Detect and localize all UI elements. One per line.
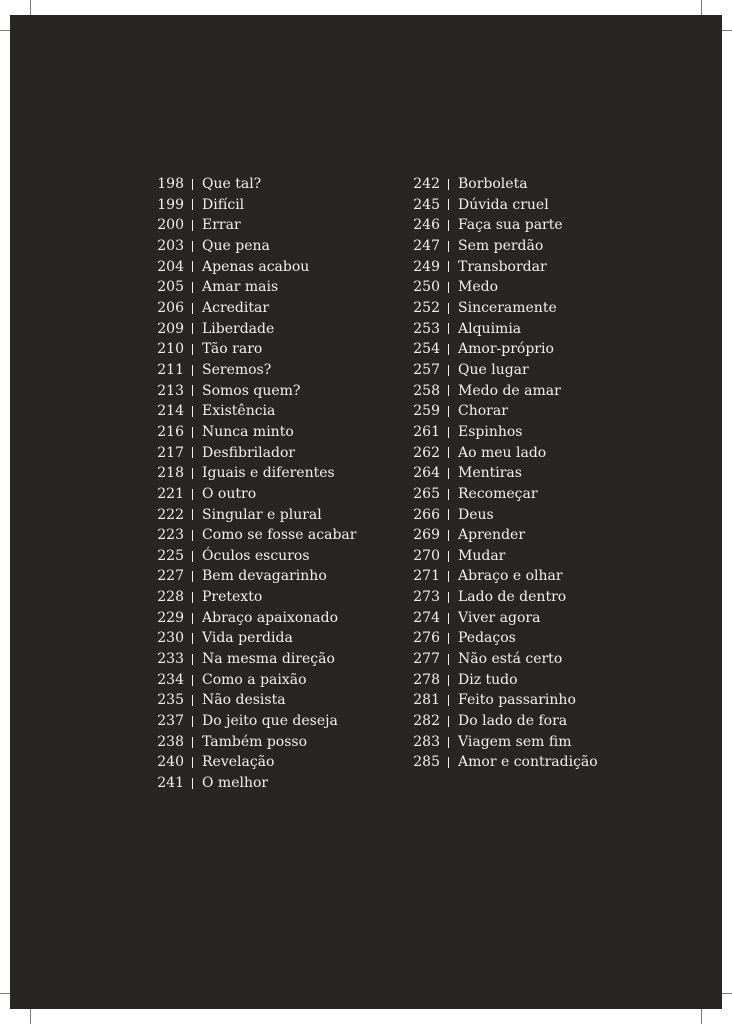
- toc-page-number: 218: [157, 465, 184, 482]
- toc-page-number: 227: [157, 568, 184, 585]
- toc-entry-title: Espinhos: [458, 423, 523, 440]
- toc-separator: [192, 199, 193, 210]
- toc-entry: [150, 566, 356, 587]
- toc-entry: [150, 505, 356, 526]
- toc-page-number: 281: [413, 692, 440, 709]
- toc-entry-title: Faça sua parte: [458, 217, 563, 234]
- toc-page-number: 240: [157, 754, 184, 771]
- toc-entry-title: Seremos?: [202, 361, 272, 378]
- toc-entry: [406, 443, 598, 464]
- toc-page-number: 229: [157, 609, 184, 626]
- toc-entry: [406, 566, 598, 587]
- toc-page-number: 217: [157, 444, 184, 461]
- toc-entry-title: Liberdade: [202, 320, 275, 337]
- toc-entry: [150, 546, 356, 567]
- toc-separator: [192, 530, 193, 541]
- toc-entry: [150, 215, 356, 236]
- toc-separator: [448, 551, 449, 562]
- toc-entry: [150, 277, 356, 298]
- toc-entry-title: Também posso: [202, 733, 308, 750]
- toc-page-number: 250: [413, 279, 440, 296]
- toc-page-number: 214: [157, 403, 184, 420]
- toc-entry-title: Recomeçar: [458, 485, 538, 502]
- toc-page-number: 222: [157, 506, 184, 523]
- toc-entry: [150, 628, 356, 649]
- toc-entry: [150, 298, 356, 319]
- toc-entry: [406, 257, 598, 278]
- toc-entry: [406, 298, 598, 319]
- toc-separator: [192, 406, 193, 417]
- toc-page-number: 228: [157, 589, 184, 606]
- toc-page-number: 198: [157, 176, 184, 192]
- toc-separator: [192, 778, 193, 789]
- toc-entry-title: Difícil: [202, 196, 245, 213]
- toc-page-number: 262: [413, 444, 440, 461]
- toc-entry: [150, 773, 356, 794]
- toc-entry-title: Amor e contradição: [458, 754, 598, 771]
- toc-separator: [192, 633, 193, 644]
- toc-page-number: 216: [157, 423, 184, 440]
- toc-page-number: 282: [413, 713, 440, 730]
- toc-page-number: 264: [413, 465, 440, 482]
- toc-entry: [406, 587, 598, 608]
- toc-separator: [448, 654, 449, 665]
- toc-page-number: 258: [413, 382, 440, 399]
- toc-entry: [406, 463, 598, 484]
- toc-entry-title: Ao meu lado: [458, 444, 547, 461]
- toc-page-number: 249: [413, 258, 440, 275]
- toc-page-number: 276: [413, 630, 440, 647]
- toc-entry-title: O outro: [202, 485, 257, 502]
- toc-separator: [448, 716, 449, 727]
- toc-entry-title: Somos quem?: [202, 382, 301, 399]
- toc-entry: [150, 649, 356, 670]
- toc-entry: [150, 360, 356, 381]
- toc-separator: [448, 509, 449, 520]
- toc-entry: [406, 195, 598, 216]
- toc-entry-title: Bem devagarinho: [202, 568, 327, 585]
- toc-entry: [406, 546, 598, 567]
- toc-page-number: 285: [413, 754, 440, 771]
- toc-separator: [192, 447, 193, 458]
- toc-separator: [192, 323, 193, 334]
- toc-separator: [448, 757, 449, 768]
- toc-page-number: 200: [157, 217, 184, 234]
- toc-entry-title: Abraço e olhar: [458, 568, 563, 585]
- toc-entry: [406, 422, 598, 443]
- toc-page-number: 209: [157, 320, 184, 337]
- toc-page-number: 259: [413, 403, 440, 420]
- toc-entry: [150, 195, 356, 216]
- toc-entry-title: Dúvida cruel: [458, 196, 549, 213]
- toc-page-number: 199: [157, 196, 184, 213]
- toc-separator: [192, 220, 193, 231]
- toc-page-number: 241: [157, 775, 184, 792]
- toc-page-number: 253: [413, 320, 440, 337]
- toc-separator: [192, 303, 193, 314]
- toc-entry: [406, 670, 598, 691]
- toc-entry-title: Errar: [202, 217, 241, 234]
- toc-entry-title: Aprender: [458, 527, 526, 544]
- toc-page-number: 221: [157, 485, 184, 502]
- toc-entry-title: Do jeito que deseja: [202, 713, 338, 730]
- toc-entry-title: Mudar: [458, 547, 506, 564]
- toc-separator: [192, 427, 193, 438]
- toc-entry-title: Como se fosse acabar: [202, 527, 357, 544]
- toc-entry-title: Vida perdida: [202, 630, 293, 647]
- toc-separator: [192, 592, 193, 603]
- toc-entry-title: Medo de amar: [458, 382, 561, 399]
- toc-page-number: 205: [157, 279, 184, 296]
- toc-separator: [448, 675, 449, 686]
- toc-entry-title: Viagem sem fim: [458, 733, 572, 750]
- toc-separator: [448, 633, 449, 644]
- toc-entry-title: Sinceramente: [458, 299, 557, 316]
- toc-page-number: 265: [413, 485, 440, 502]
- toc-page-number: 270: [413, 547, 440, 564]
- toc-entry-title: Medo: [458, 279, 499, 296]
- toc-entry: [150, 443, 356, 464]
- toc-separator: [448, 344, 449, 355]
- toc-entry-title: Borboleta: [458, 176, 528, 192]
- toc-entry-title: Chorar: [458, 403, 508, 420]
- toc-entry-title: Pedaços: [458, 630, 516, 647]
- toc-separator: [192, 654, 193, 665]
- toc-separator: [192, 489, 193, 500]
- toc-page-number: 277: [413, 651, 440, 668]
- toc-entry: [406, 381, 598, 402]
- toc-separator: [192, 571, 193, 582]
- toc-column-left: [150, 174, 356, 794]
- toc-page-number: 257: [413, 361, 440, 378]
- toc-page-number: 230: [157, 630, 184, 647]
- toc-entry: [150, 484, 356, 505]
- toc-entry: [406, 505, 598, 526]
- toc-entry: [150, 670, 356, 691]
- toc-entry-title: Feito passarinho: [458, 692, 576, 709]
- toc-page-number: 213: [157, 382, 184, 399]
- toc-separator: [192, 468, 193, 479]
- toc-page-number: 238: [157, 733, 184, 750]
- toc-separator: [448, 427, 449, 438]
- toc-entry: [406, 277, 598, 298]
- toc-separator: [448, 613, 449, 624]
- toc-entry: [150, 236, 356, 257]
- toc-separator: [192, 241, 193, 252]
- toc-entry-title: Na mesma direção: [202, 651, 335, 668]
- toc-separator: [192, 344, 193, 355]
- toc-entry-title: Como a paixão: [202, 671, 307, 688]
- toc-entry: [406, 174, 598, 195]
- toc-entry: [406, 215, 598, 236]
- toc-entry: [150, 257, 356, 278]
- toc-entry-title: Amar mais: [202, 279, 279, 296]
- toc-separator: [448, 592, 449, 603]
- toc-entry: [150, 690, 356, 711]
- toc-page-number: 210: [157, 341, 184, 358]
- toc-entry: [150, 401, 356, 422]
- toc-separator: [192, 613, 193, 624]
- toc-entry: [150, 711, 356, 732]
- toc-page-number: 225: [157, 547, 184, 564]
- toc-entry: [150, 587, 356, 608]
- toc-entry-title: Abraço apaixonado: [202, 609, 339, 626]
- toc-entry: [406, 608, 598, 629]
- toc-entry-title: Não desista: [202, 692, 286, 709]
- toc-entry-title: Que tal?: [202, 176, 262, 192]
- toc-entry-title: Nunca minto: [202, 423, 294, 440]
- toc-page-number: 245: [413, 196, 440, 213]
- toc-entry: [406, 236, 598, 257]
- toc-entry-title: O melhor: [202, 775, 269, 792]
- toc-entry: [406, 690, 598, 711]
- toc-entry: [406, 525, 598, 546]
- toc-page-number: 254: [413, 341, 440, 358]
- toc-page-number: 233: [157, 651, 184, 668]
- toc-separator: [192, 282, 193, 293]
- toc-page-number: 204: [157, 258, 184, 275]
- toc-separator: [192, 695, 193, 706]
- toc-separator: [448, 199, 449, 210]
- toc-separator: [448, 303, 449, 314]
- toc-separator: [192, 385, 193, 396]
- toc-separator: [192, 179, 193, 190]
- toc-page-number: 283: [413, 733, 440, 750]
- toc-entry: [406, 484, 598, 505]
- toc-entry-title: Mentiras: [458, 465, 522, 482]
- toc-page-number: 261: [413, 423, 440, 440]
- toc-entry: [406, 628, 598, 649]
- toc-entry-title: Tão raro: [202, 341, 263, 358]
- toc-separator: [448, 220, 449, 231]
- toc-entry: [406, 339, 598, 360]
- toc-entry-title: Óculos escuros: [202, 547, 310, 564]
- toc-entry-title: Que pena: [202, 237, 270, 254]
- toc-separator: [448, 385, 449, 396]
- toc-page-number: 266: [413, 506, 440, 523]
- toc-entry: [406, 752, 598, 773]
- toc-page-number: 274: [413, 609, 440, 626]
- toc-page-number: 252: [413, 299, 440, 316]
- toc-entry-title: Alquimia: [458, 320, 522, 337]
- toc-entry-title: Diz tudo: [458, 671, 518, 688]
- toc-separator: [448, 447, 449, 458]
- toc-entry: [406, 711, 598, 732]
- toc-separator: [192, 716, 193, 727]
- toc-entry-title: Não está certo: [458, 651, 563, 668]
- toc-separator: [448, 179, 449, 190]
- toc-entry-title: Acreditar: [202, 299, 270, 316]
- toc-page-number: 211: [157, 361, 184, 378]
- toc-entry-title: Iguais e diferentes: [202, 465, 335, 482]
- toc-separator: [192, 675, 193, 686]
- toc-entry-title: Amor-próprio: [458, 341, 554, 358]
- toc-separator: [448, 737, 449, 748]
- toc-separator: [448, 695, 449, 706]
- toc-page-number: 269: [413, 527, 440, 544]
- toc-entry-title: Do lado de fora: [458, 713, 568, 730]
- toc-separator: [448, 530, 449, 541]
- toc-entry-title: Revelação: [202, 754, 275, 771]
- toc-entry-title: Deus: [458, 506, 494, 523]
- toc-separator: [192, 757, 193, 768]
- toc-entry: [150, 525, 356, 546]
- toc-entry: [406, 319, 598, 340]
- toc-separator: [448, 282, 449, 293]
- toc-page-number: 206: [157, 299, 184, 316]
- toc-separator: [448, 468, 449, 479]
- toc-entry: [150, 319, 356, 340]
- toc-entry: [150, 174, 356, 195]
- toc-page-number: 242: [413, 176, 440, 192]
- toc-entry: [150, 381, 356, 402]
- toc-page-number: 271: [413, 568, 440, 585]
- toc-page-number: 278: [413, 671, 440, 688]
- book-page: [10, 15, 722, 1009]
- toc-entry-title: Existência: [202, 403, 276, 420]
- toc-separator: [192, 365, 193, 376]
- toc-entry: [150, 608, 356, 629]
- toc-page-number: 235: [157, 692, 184, 709]
- toc-entry: [406, 401, 598, 422]
- toc-entry-title: Sem perdão: [458, 237, 544, 254]
- toc-separator: [192, 737, 193, 748]
- toc-entry-title: Que lugar: [458, 361, 529, 378]
- toc-separator: [448, 323, 449, 334]
- toc-entry: [406, 360, 598, 381]
- toc-page-number: 203: [157, 237, 184, 254]
- toc-page-number: 237: [157, 713, 184, 730]
- toc-separator: [192, 261, 193, 272]
- toc-entry-title: Viver agora: [458, 609, 541, 626]
- toc-entry: [406, 732, 598, 753]
- toc-page-number: 246: [413, 217, 440, 234]
- toc-entry-title: Lado de dentro: [458, 589, 567, 606]
- toc-separator: [448, 261, 449, 272]
- toc-page-number: 273: [413, 589, 440, 606]
- toc-page-number: 247: [413, 237, 440, 254]
- toc-separator: [448, 241, 449, 252]
- toc-separator: [448, 571, 449, 582]
- toc-entry-title: Transbordar: [458, 258, 547, 275]
- toc-entry-title: Pretexto: [202, 589, 263, 606]
- toc-page-number: 223: [157, 527, 184, 544]
- toc-entry: [150, 732, 356, 753]
- toc-separator: [448, 406, 449, 417]
- toc-column-right: [406, 174, 598, 773]
- toc-page-number: 234: [157, 671, 184, 688]
- toc-entry-title: Desfibrilador: [202, 444, 296, 461]
- toc-entry: [150, 463, 356, 484]
- toc-entry: [150, 339, 356, 360]
- toc-entry: [150, 752, 356, 773]
- toc-entry: [150, 422, 356, 443]
- toc-separator: [448, 489, 449, 500]
- toc-separator: [192, 509, 193, 520]
- toc-entry: [406, 649, 598, 670]
- toc-entry-title: Singular e plural: [202, 506, 322, 523]
- toc-separator: [192, 551, 193, 562]
- toc-entry-title: Apenas acabou: [202, 258, 310, 275]
- toc-separator: [448, 365, 449, 376]
